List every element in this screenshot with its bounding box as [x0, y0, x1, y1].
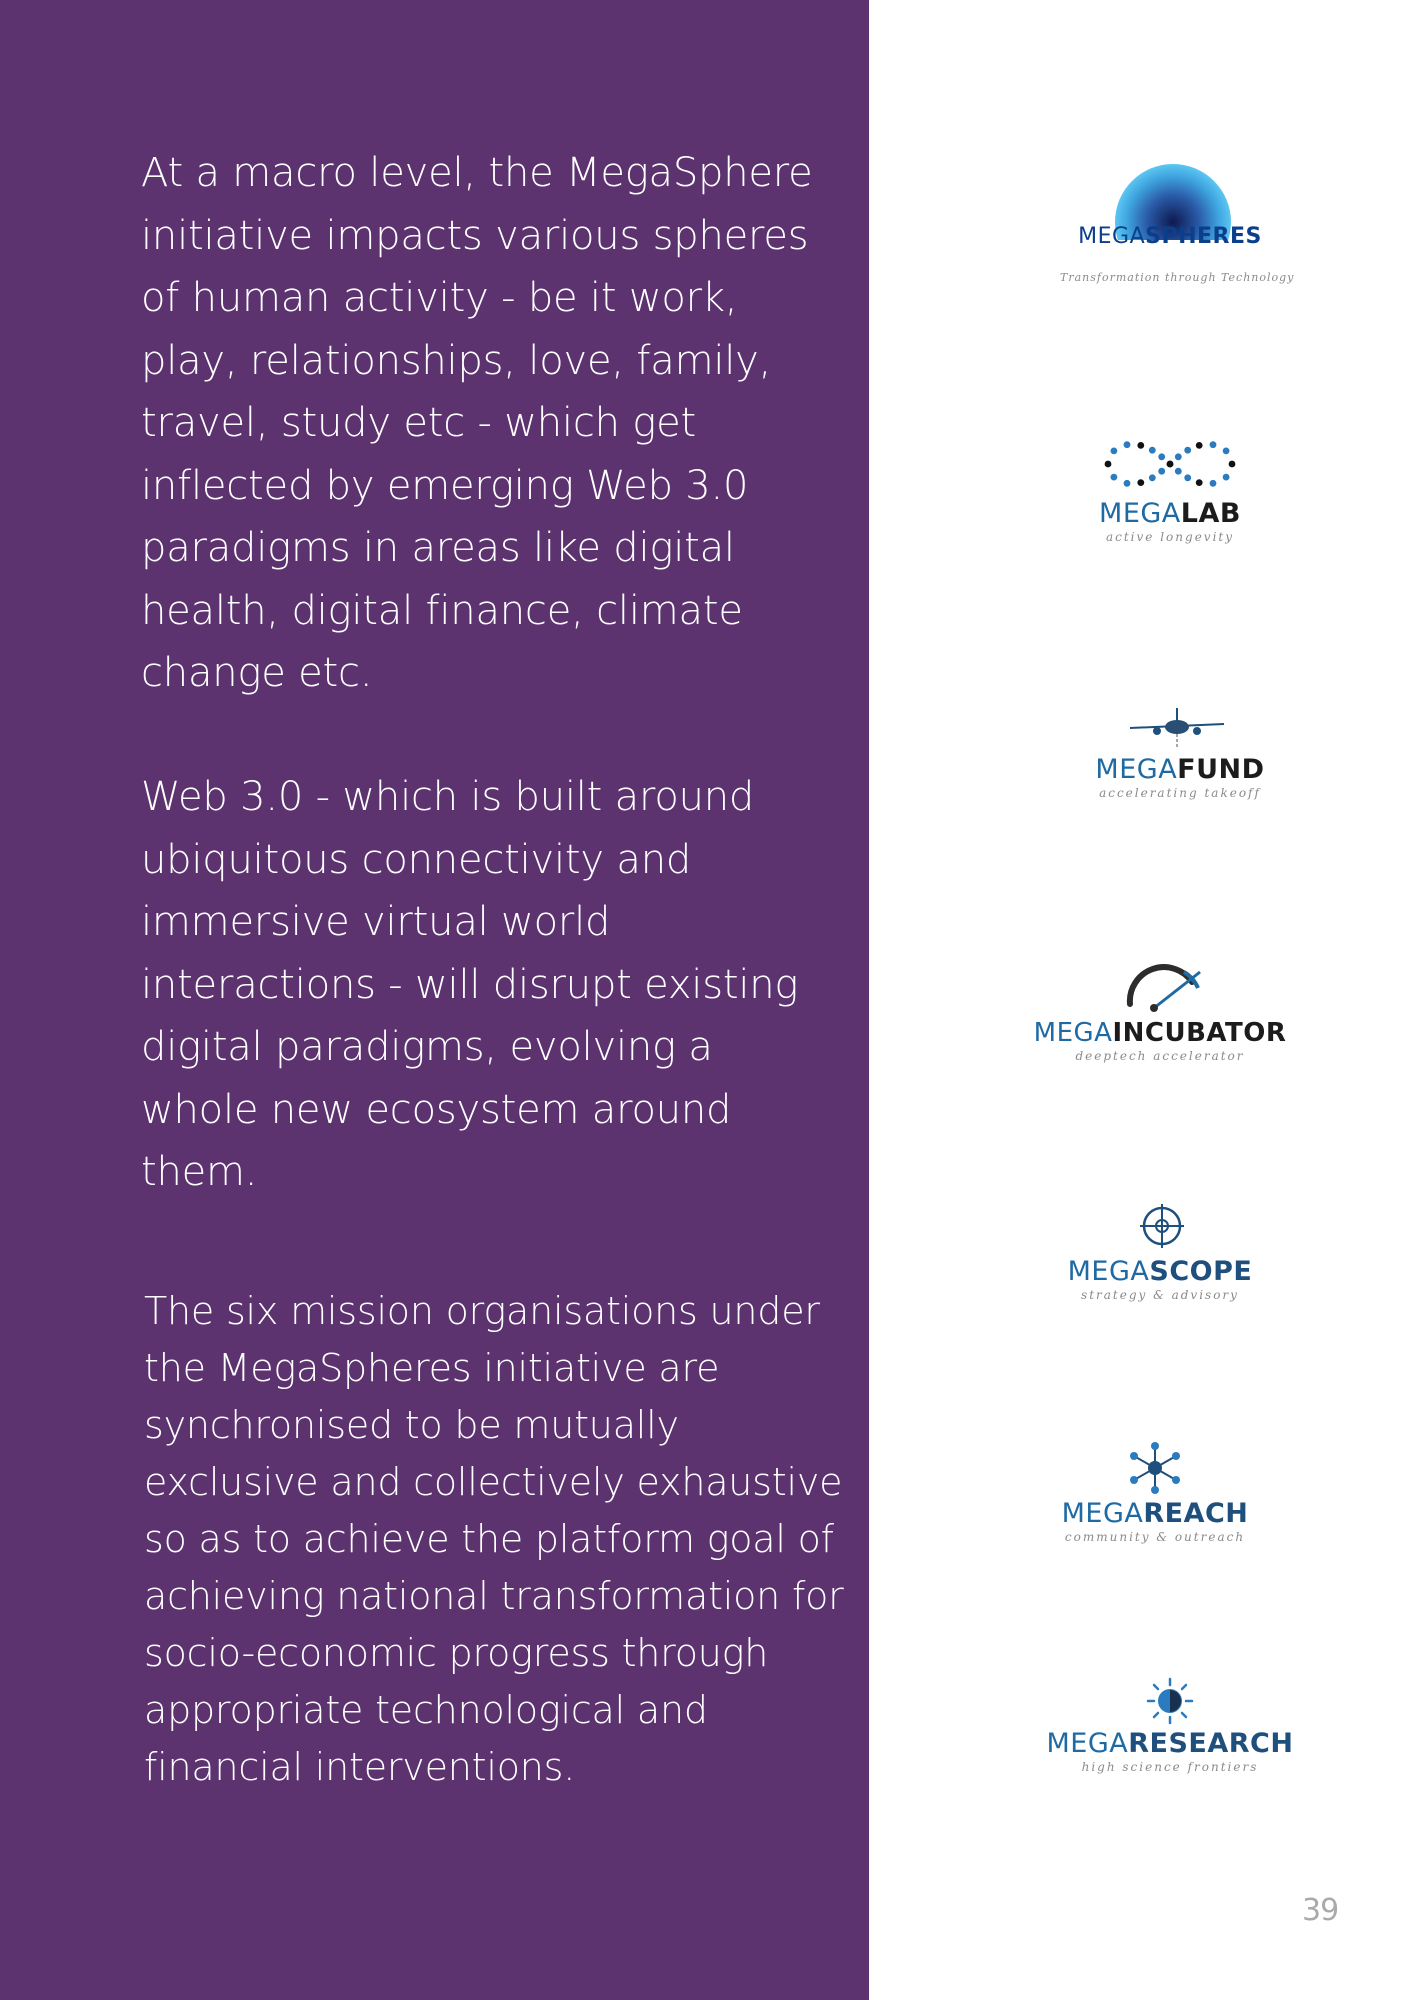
airplane-icon — [1060, 700, 1300, 750]
infinity-dot — [1223, 448, 1230, 455]
infinity-dot — [1210, 441, 1217, 448]
infinity-dot — [1196, 442, 1203, 449]
logo-megafund — [1060, 700, 1300, 800]
infinity-dot — [1196, 479, 1203, 486]
infinity-dot — [1223, 474, 1230, 481]
crosshair-icon — [1040, 1202, 1280, 1250]
logo-megaspheres — [1060, 160, 1295, 284]
infinity-dot — [1111, 474, 1118, 481]
infinity-dot — [1175, 453, 1182, 460]
logo-wordmark — [1050, 498, 1290, 529]
logo-name: REACH — [1143, 1498, 1249, 1529]
infinity-dot — [1158, 453, 1165, 460]
infinity-dot — [1210, 480, 1217, 487]
sun-icon — [1040, 1676, 1300, 1726]
infinity-dot — [1124, 441, 1131, 448]
logo-prefix: MEGA — [1099, 498, 1181, 529]
logo-tagline: community & outreach — [1064, 1530, 1246, 1544]
page-number: 39 — [1302, 1893, 1339, 1928]
logo-tagline: strategy & advisory — [1081, 1288, 1239, 1302]
network-icon — [1030, 1442, 1280, 1494]
infinity-dot — [1184, 447, 1191, 454]
logo-wordmark — [1030, 1018, 1290, 1048]
logo-megaresearch — [1040, 1676, 1300, 1774]
paragraph-web3: Web 3.0 - which is built around ubiquitous connectivity and immersive virtual world interactions - will disrupt existing digital paradigms, evolving a whole new ecosystem around them. — [141, 774, 799, 1195]
infinity-dot — [1105, 461, 1112, 468]
paragraph-six-missions: The six mission organisations under the MegaSpheres initiative are synchronised to be mutually exclusive and collectively exhaustive so as to achieve the platform goal of achieving national transformation for socio-economic progress through appropriate technological and financial interventions. — [144, 1289, 844, 1789]
infinity-dot — [1149, 447, 1156, 454]
infinity-dot — [1167, 461, 1174, 468]
logo-prefix: MEGA — [1033, 1018, 1113, 1048]
logo-megalab — [1050, 432, 1290, 544]
infinity-dot — [1124, 480, 1131, 487]
logo-name: LAB — [1180, 498, 1241, 529]
infinity-dot — [1137, 442, 1144, 449]
logo-name: SCOPE — [1149, 1256, 1253, 1287]
logo-wordmark — [1060, 754, 1300, 785]
logo-wordmark — [1060, 224, 1280, 249]
logo-tagline: high science frontiers — [1081, 1760, 1259, 1774]
logo-name: RESEARCH — [1128, 1728, 1294, 1759]
infinity-dot — [1184, 474, 1191, 481]
logo-wordmark — [1030, 1498, 1280, 1529]
logo-prefix: MEGA — [1046, 1728, 1129, 1759]
infinity-dot — [1111, 448, 1118, 455]
logo-prefix: MEGA — [1067, 1256, 1150, 1287]
infinity-dot — [1175, 468, 1182, 475]
logo-tagline: deeptech accelerator — [1075, 1049, 1245, 1063]
logo-tagline: active longevity — [1105, 530, 1235, 544]
logo-name: SPHERES — [1145, 224, 1262, 249]
logo-wordmark — [1040, 1256, 1280, 1287]
logo-prefix: MEGA — [1095, 754, 1178, 785]
infinity-dot — [1149, 474, 1156, 481]
paragraph-macro-level: At a macro level, the MegaSphere initiative impacts various spheres of human activity - be it work, play, relationships, love, family, travel, study etc - which get inflected by emerging Web 3.0 paradigms in areas like digital health, digital finance, climate change etc. — [141, 150, 813, 696]
infinity-dot — [1158, 468, 1165, 475]
logo-megareach — [1030, 1442, 1280, 1544]
infinity-dots-icon — [1050, 432, 1290, 496]
infinity-dot — [1229, 461, 1236, 468]
logo-wordmark — [1040, 1728, 1300, 1759]
logo-tagline: Transformation through Technology — [1060, 271, 1295, 284]
logo-name: INCUBATOR — [1112, 1018, 1287, 1048]
logo-tagline: accelerating takeoff — [1099, 786, 1261, 800]
logo-prefix: MEGA — [1061, 1498, 1144, 1529]
logo-prefix: MEGA — [1078, 224, 1146, 249]
logo-megaincubator — [1030, 960, 1290, 1063]
logo-megascope — [1040, 1202, 1280, 1302]
infinity-dot — [1137, 479, 1144, 486]
logo-name: FUND — [1177, 754, 1265, 785]
speedometer-icon — [1030, 960, 1290, 1016]
